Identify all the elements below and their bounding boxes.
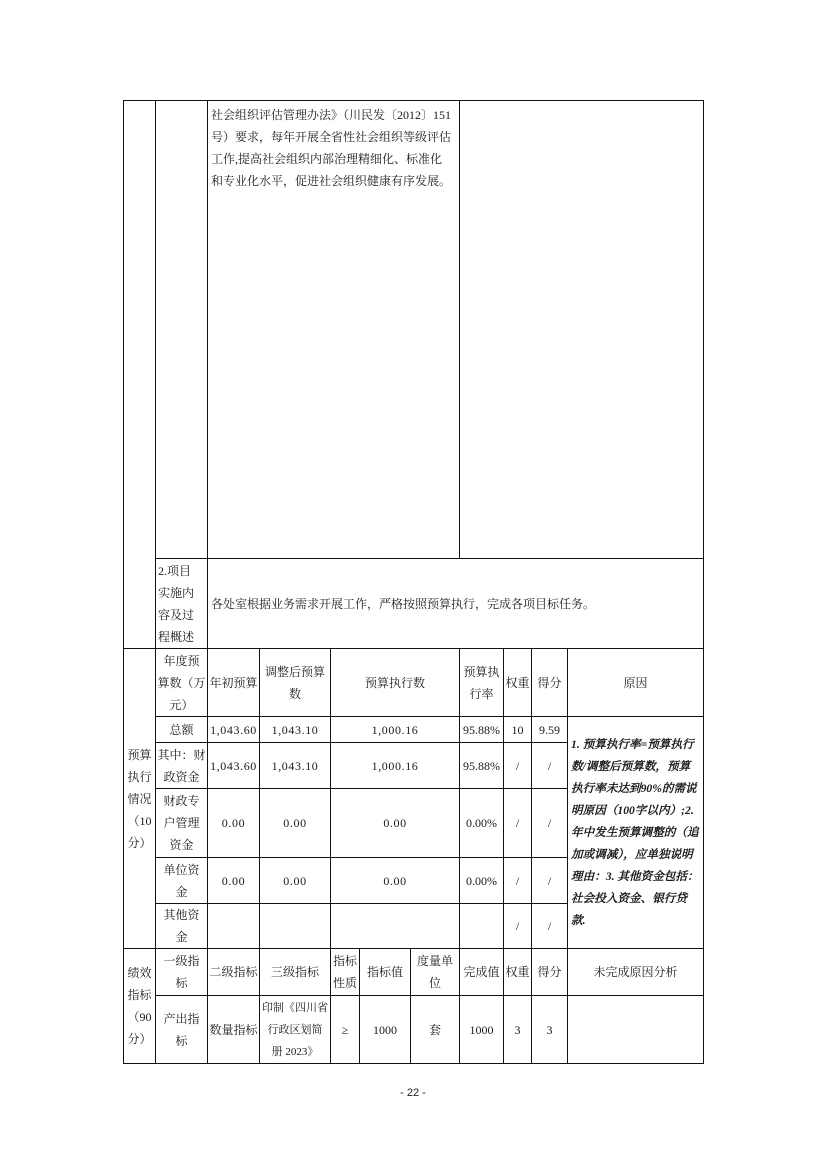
budget-section-label bbox=[124, 649, 156, 949]
budget-total-adjusted: 1,043.10 bbox=[260, 717, 331, 743]
budget-other-rate bbox=[460, 904, 504, 949]
note-line: 加或调减），应单独说明 bbox=[571, 847, 693, 861]
label-line: 其中：财 bbox=[157, 747, 206, 762]
header-indicator-value: 指标值 bbox=[360, 949, 411, 996]
label-line: 情况 bbox=[127, 791, 152, 806]
budget-other-weight: / bbox=[504, 904, 532, 949]
note-line: 社会投入资金、银行贷 bbox=[571, 891, 687, 905]
indicator-level1 bbox=[156, 996, 208, 1064]
note-line: 1. 预算执行率=预算执行 bbox=[571, 737, 694, 751]
budget-row-label bbox=[156, 904, 208, 949]
budget-special-account-rate: 0.00% bbox=[460, 789, 504, 858]
budget-fiscal-adjusted: 1,043.10 bbox=[260, 743, 331, 789]
budget-other-executed bbox=[331, 904, 460, 949]
budget-unit-score: / bbox=[532, 858, 568, 904]
header-measure-unit bbox=[411, 949, 460, 996]
label-line: 指标 bbox=[127, 988, 152, 1002]
label-line: 执行 bbox=[127, 769, 152, 784]
label-line: 容及过 bbox=[158, 607, 195, 622]
label-line: 预算 bbox=[127, 747, 152, 762]
budget-total-executed: 1,000.16 bbox=[331, 717, 460, 743]
indicator-level3 bbox=[260, 996, 331, 1064]
paragraph-line: 工作,提高社会组织内部治理精细化、标准化 bbox=[211, 152, 443, 166]
budget-unit-executed: 0.00 bbox=[331, 858, 460, 904]
label-line: 行率 bbox=[469, 686, 494, 701]
header-initial-budget: 年初预算 bbox=[208, 649, 260, 717]
label-line: 调整后预算 bbox=[264, 664, 325, 679]
label-line: 单位资 bbox=[163, 862, 200, 877]
indicator-unit: 套 bbox=[411, 996, 460, 1064]
header-adjusted-budget bbox=[260, 649, 331, 717]
implementation-label bbox=[156, 559, 208, 649]
label-line: 行政区划简 bbox=[267, 1023, 323, 1036]
indicator-nature: ≥ bbox=[331, 996, 360, 1064]
project-description-continued bbox=[208, 101, 460, 559]
label-line: 一级指 bbox=[163, 954, 200, 968]
label-line: 分） bbox=[127, 835, 152, 850]
label-line: 性质 bbox=[332, 976, 357, 990]
budget-fiscal-score: / bbox=[532, 743, 568, 789]
budget-other-score: / bbox=[532, 904, 568, 949]
label-line: 度量单 bbox=[417, 954, 454, 968]
paragraph-line: 社会组织评估管理办法》（川民发〔2012〕151 bbox=[211, 108, 452, 122]
budget-row-label bbox=[156, 789, 208, 858]
header-annual-budget bbox=[156, 649, 208, 717]
item-label-continued bbox=[156, 101, 208, 559]
note-line: 理由：3. 其他资金包括： bbox=[571, 869, 699, 883]
budget-unit-rate: 0.00% bbox=[460, 858, 504, 904]
label-line: （10 bbox=[127, 813, 152, 828]
note-line: 数/调整后预算数，预算 bbox=[571, 759, 691, 773]
budget-total-rate: 95.88% bbox=[460, 717, 504, 743]
paragraph-line: 和专业化水平，促进社会组织健康有序发展。 bbox=[211, 174, 452, 188]
indicator-completed: 1000 bbox=[460, 996, 504, 1064]
indicator-level2: 数量指标 bbox=[208, 996, 260, 1064]
label-line: 产出指 bbox=[163, 1011, 200, 1026]
budget-special-account-weight: / bbox=[504, 789, 532, 858]
budget-fiscal-executed: 1,000.16 bbox=[331, 743, 460, 789]
label-line: 年度预 bbox=[163, 653, 200, 668]
label-line: 金 bbox=[175, 884, 188, 899]
budget-reason-note bbox=[568, 717, 704, 949]
label-line: 册 2023》 bbox=[271, 1045, 319, 1058]
header-completed-value: 完成值 bbox=[460, 949, 504, 996]
budget-row-label bbox=[156, 743, 208, 789]
note-line: 执行率未达到90%的需说 bbox=[571, 781, 697, 795]
header-level1-indicator bbox=[156, 949, 208, 996]
label-line: 财政专 bbox=[163, 794, 200, 808]
section-label-continued bbox=[124, 101, 156, 649]
header-reason: 原因 bbox=[568, 649, 704, 717]
header-score: 得分 bbox=[532, 949, 568, 996]
performance-section-label bbox=[124, 949, 156, 1064]
header-executed: 预算执行数 bbox=[331, 649, 460, 717]
label-line: 分） bbox=[127, 1032, 152, 1046]
label-line: 印制《四川省 bbox=[262, 1001, 328, 1014]
label-line: 预算执 bbox=[463, 664, 500, 679]
label-line: 元） bbox=[169, 697, 194, 712]
label-line: （90 bbox=[127, 1010, 152, 1024]
performance-self-evaluation-table bbox=[123, 100, 704, 1064]
label-line: 其他资 bbox=[163, 908, 200, 922]
budget-special-account-initial: 0.00 bbox=[208, 789, 260, 858]
budget-total-weight: 10 bbox=[504, 717, 532, 743]
budget-unit-weight: / bbox=[504, 858, 532, 904]
budget-unit-initial: 0.00 bbox=[208, 858, 260, 904]
label-line: 绩效 bbox=[127, 966, 152, 980]
budget-row-label bbox=[156, 858, 208, 904]
budget-other-adjusted bbox=[260, 904, 331, 949]
header-weight: 权重 bbox=[504, 949, 532, 996]
budget-other-initial bbox=[208, 904, 260, 949]
budget-fiscal-rate: 95.88% bbox=[460, 743, 504, 789]
project-notes-empty bbox=[460, 101, 704, 559]
label-line: 标 bbox=[175, 1033, 188, 1048]
indicator-value: 1000 bbox=[360, 996, 411, 1064]
budget-fiscal-weight: / bbox=[504, 743, 532, 789]
indicator-score: 3 bbox=[532, 996, 568, 1064]
header-execution-rate bbox=[460, 649, 504, 717]
note-line: 款. bbox=[571, 913, 586, 927]
label-line: 户管理 bbox=[163, 816, 200, 830]
indicator-unfinished-reason bbox=[568, 996, 704, 1064]
budget-unit-adjusted: 0.00 bbox=[260, 858, 331, 904]
implementation-text: 各处室根据业务需求开展工作，严格按照预算执行，完成各项目标任务。 bbox=[208, 559, 704, 649]
label-line: 指标 bbox=[332, 954, 357, 968]
budget-row-label bbox=[156, 717, 208, 743]
label-line: 总额 bbox=[169, 722, 194, 737]
label-line: 实施内 bbox=[158, 585, 195, 600]
label-line: 数 bbox=[288, 686, 301, 701]
label-line: 金 bbox=[175, 930, 188, 944]
label-line: 政资金 bbox=[163, 769, 200, 784]
header-score: 得分 bbox=[532, 649, 568, 717]
budget-special-account-score: / bbox=[532, 789, 568, 858]
budget-fiscal-initial: 1,043.60 bbox=[208, 743, 260, 789]
label-line: 位 bbox=[429, 976, 442, 990]
label-line: 标 bbox=[175, 976, 188, 990]
indicator-weight: 3 bbox=[504, 996, 532, 1064]
budget-special-account-adjusted: 0.00 bbox=[260, 789, 331, 858]
page-number: - 22 - bbox=[400, 1087, 426, 1099]
header-unfinished-reason: 未完成原因分析 bbox=[568, 949, 704, 996]
label-line: 程概述 bbox=[158, 629, 195, 644]
budget-total-initial: 1,043.60 bbox=[208, 717, 260, 743]
header-weight: 权重 bbox=[504, 649, 532, 717]
paragraph-line: 号）要求，每年开展全省性社会组织等级评估 bbox=[211, 130, 452, 144]
header-level2-indicator: 二级指标 bbox=[208, 949, 260, 996]
header-level3-indicator: 三级指标 bbox=[260, 949, 331, 996]
note-line: 明原因（100字以内）;2. bbox=[571, 803, 694, 817]
label-line: 算数（万 bbox=[157, 675, 206, 690]
label-line: 2.项目 bbox=[158, 563, 192, 578]
label-line: 资金 bbox=[169, 838, 194, 852]
header-indicator-nature bbox=[331, 949, 360, 996]
budget-special-account-executed: 0.00 bbox=[331, 789, 460, 858]
note-line: 年中发生预算调整的（追 bbox=[571, 825, 699, 839]
budget-total-score: 9.59 bbox=[532, 717, 568, 743]
